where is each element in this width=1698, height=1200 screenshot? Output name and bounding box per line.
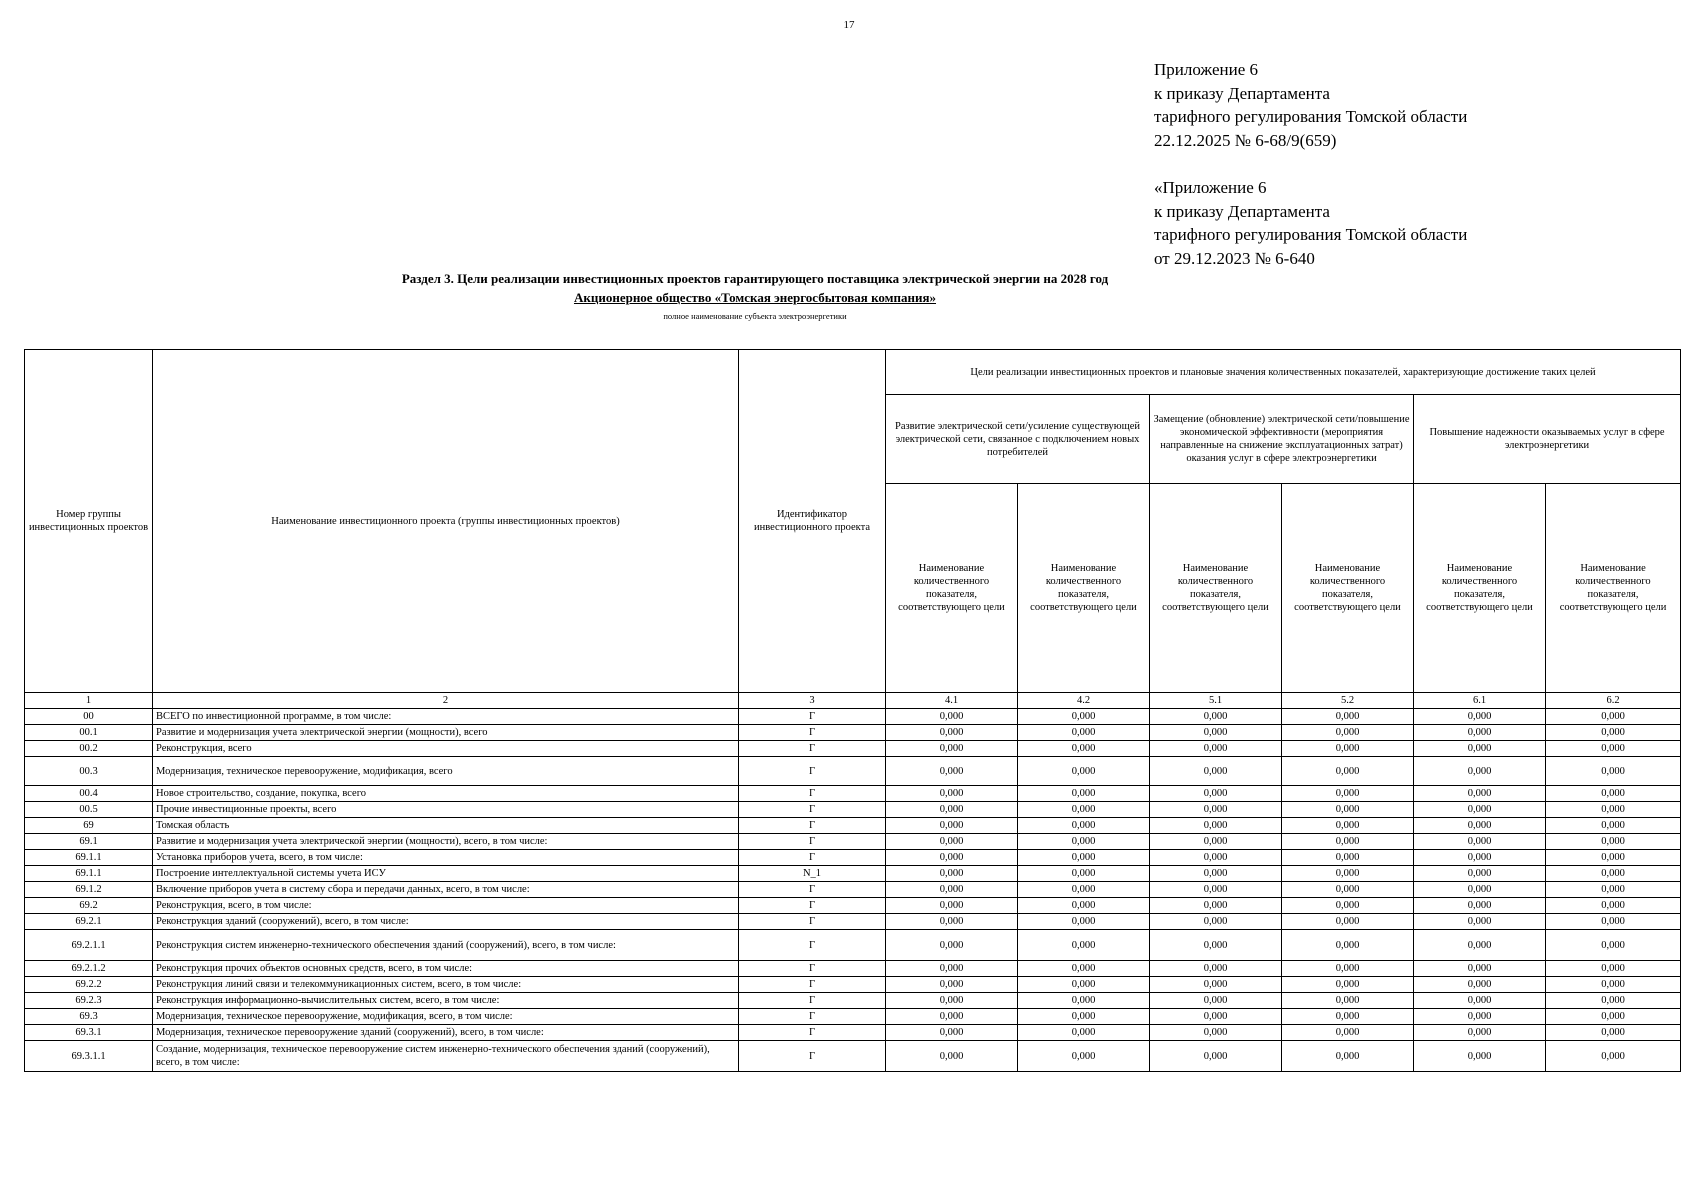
table-row	[25, 866, 1681, 882]
column-number: 6.2	[1546, 693, 1681, 709]
row-indicator-value: 0,000	[1282, 802, 1414, 818]
row-indicator-value: 0,000	[1546, 898, 1681, 914]
row-indicator-value: 0,000	[1546, 1025, 1681, 1041]
row-indicator-value: 0,000	[1414, 882, 1546, 898]
row-project-name: Включение приборов учета в систему сбора и передачи данных, всего, в том числе:	[153, 882, 739, 898]
row-project-name: Реконструкция систем инженерно-технического обеспечения зданий (сооружений), всего, в том числе:	[153, 930, 739, 961]
table-row	[25, 1009, 1681, 1025]
row-identifier: Г	[739, 993, 886, 1009]
row-project-name: Реконструкция информационно-вычислительных систем, всего, в том числе:	[153, 993, 739, 1009]
header-goal-group: Повышение надежности оказываемых услуг в сфере электроэнергетики	[1414, 395, 1681, 484]
row-indicator-value: 0,000	[1150, 834, 1282, 850]
row-project-name: Реконструкция зданий (сооружений), всего, в том числе:	[153, 914, 739, 930]
header-indicator: Наименование количественного показателя, соответствующего цели	[1018, 484, 1150, 693]
row-indicator-value: 0,000	[1150, 977, 1282, 993]
row-group-number: 69.2.1	[25, 914, 153, 930]
table-row	[25, 818, 1681, 834]
row-identifier: Г	[739, 709, 886, 725]
row-indicator-value: 0,000	[1282, 834, 1414, 850]
row-identifier: Г	[739, 898, 886, 914]
row-indicator-value: 0,000	[1018, 993, 1150, 1009]
table-row	[25, 1025, 1681, 1041]
header-identifier: Идентификатор инвестиционного проекта	[739, 350, 886, 693]
table-row	[25, 882, 1681, 898]
row-indicator-value: 0,000	[1018, 709, 1150, 725]
table-row	[25, 834, 1681, 850]
row-group-number: 69.3.1	[25, 1025, 153, 1041]
row-identifier: Г	[739, 757, 886, 786]
row-project-name: Реконструкция, всего	[153, 741, 739, 757]
row-indicator-value: 0,000	[1018, 818, 1150, 834]
row-project-name: Модернизация, техническое перевооружение, модификация, всего, в том числе:	[153, 1009, 739, 1025]
row-indicator-value: 0,000	[1282, 882, 1414, 898]
table-row	[25, 709, 1681, 725]
row-indicator-value: 0,000	[1414, 914, 1546, 930]
row-indicator-value: 0,000	[1282, 741, 1414, 757]
row-project-name: Реконструкция прочих объектов основных средств, всего, в том числе:	[153, 961, 739, 977]
row-project-name: Установка приборов учета, всего, в том числе:	[153, 850, 739, 866]
row-indicator-value: 0,000	[1546, 961, 1681, 977]
table-row	[25, 725, 1681, 741]
row-indicator-value: 0,000	[886, 818, 1018, 834]
row-indicator-value: 0,000	[1150, 1025, 1282, 1041]
column-numbers-row	[25, 693, 1681, 709]
row-project-name: Создание, модернизация, техническое перевооружение систем инженерно-технического обеспечения зданий (сооружений), всего, в том числе:	[153, 1041, 739, 1072]
row-group-number: 69.2.1.1	[25, 930, 153, 961]
row-project-name: Модернизация, техническое перевооружение, модификация, всего	[153, 757, 739, 786]
row-indicator-value: 0,000	[1018, 882, 1150, 898]
row-indicator-value: 0,000	[1150, 786, 1282, 802]
appendix-line: тарифного регулирования Томской области	[1154, 225, 1468, 244]
row-group-number: 69.2.2	[25, 977, 153, 993]
row-indicator-value: 0,000	[886, 757, 1018, 786]
row-identifier: Г	[739, 834, 886, 850]
row-indicator-value: 0,000	[1414, 818, 1546, 834]
row-indicator-value: 0,000	[1282, 993, 1414, 1009]
row-indicator-value: 0,000	[1018, 1025, 1150, 1041]
row-project-name: Реконструкция, всего, в том числе:	[153, 898, 739, 914]
row-indicator-value: 0,000	[886, 709, 1018, 725]
row-indicator-value: 0,000	[886, 802, 1018, 818]
row-indicator-value: 0,000	[1282, 930, 1414, 961]
row-identifier: Г	[739, 1009, 886, 1025]
row-group-number: 00.2	[25, 741, 153, 757]
row-indicator-value: 0,000	[886, 961, 1018, 977]
row-indicator-value: 0,000	[1414, 709, 1546, 725]
row-indicator-value: 0,000	[1018, 977, 1150, 993]
row-indicator-value: 0,000	[886, 1025, 1018, 1041]
table-row	[25, 802, 1681, 818]
row-project-name: Развитие и модернизация учета электрической энергии (мощности), всего, в том числе:	[153, 834, 739, 850]
row-identifier: N_1	[739, 866, 886, 882]
row-indicator-value: 0,000	[1150, 930, 1282, 961]
table-row	[25, 914, 1681, 930]
row-indicator-value: 0,000	[1546, 1041, 1681, 1072]
row-indicator-value: 0,000	[1018, 834, 1150, 850]
row-indicator-value: 0,000	[1546, 850, 1681, 866]
header-goal-group: Развитие электрической сети/усиление существующей электрической сети, связанное с подключением новых потребителей	[886, 395, 1150, 484]
row-indicator-value: 0,000	[1282, 898, 1414, 914]
row-group-number: 69.1.2	[25, 882, 153, 898]
row-indicator-value: 0,000	[1414, 834, 1546, 850]
row-group-number: 69.2.1.2	[25, 961, 153, 977]
row-indicator-value: 0,000	[1018, 961, 1150, 977]
row-indicator-value: 0,000	[1150, 961, 1282, 977]
row-indicator-value: 0,000	[1546, 1009, 1681, 1025]
row-indicator-value: 0,000	[1018, 757, 1150, 786]
row-identifier: Г	[739, 802, 886, 818]
row-project-name: Развитие и модернизация учета электрической энергии (мощности), всего	[153, 725, 739, 741]
appendix-line: от 29.12.2023 № 6-640	[1154, 248, 1315, 268]
row-indicator-value: 0,000	[886, 741, 1018, 757]
row-group-number: 69.1.1	[25, 850, 153, 866]
row-indicator-value: 0,000	[1414, 786, 1546, 802]
row-indicator-value: 0,000	[1150, 882, 1282, 898]
header-group-number: Номер группы инвестиционных проектов	[25, 350, 153, 693]
row-indicator-value: 0,000	[1282, 977, 1414, 993]
row-indicator-value: 0,000	[886, 977, 1018, 993]
row-indicator-value: 0,000	[1414, 977, 1546, 993]
row-indicator-value: 0,000	[1018, 866, 1150, 882]
row-indicator-value: 0,000	[1150, 1041, 1282, 1072]
row-indicator-value: 0,000	[1150, 993, 1282, 1009]
row-indicator-value: 0,000	[886, 1009, 1018, 1025]
row-indicator-value: 0,000	[1414, 1009, 1546, 1025]
header-goal-group: Замещение (обновление) электрической сети/повышение экономической эффективности (мероприятия направленные на снижение эксплуатационных затрат) оказания услуг в сфере электроэнергетики	[1150, 395, 1414, 484]
row-indicator-value: 0,000	[1018, 802, 1150, 818]
column-number: 6.1	[1414, 693, 1546, 709]
row-identifier: Г	[739, 741, 886, 757]
row-indicator-value: 0,000	[1414, 930, 1546, 961]
column-number: 1	[25, 693, 153, 709]
table-row	[25, 1041, 1681, 1072]
row-indicator-value: 0,000	[1150, 1009, 1282, 1025]
appendix-line: Приложение 6	[1154, 60, 1258, 79]
table-row	[25, 741, 1681, 757]
row-indicator-value: 0,000	[1018, 914, 1150, 930]
row-indicator-value: 0,000	[1018, 1009, 1150, 1025]
row-indicator-value: 0,000	[1282, 1041, 1414, 1072]
appendix-current	[1154, 58, 1467, 152]
row-group-number: 00.3	[25, 757, 153, 786]
row-indicator-value: 0,000	[1018, 741, 1150, 757]
row-indicator-value: 0,000	[1150, 709, 1282, 725]
row-identifier: Г	[739, 882, 886, 898]
row-indicator-value: 0,000	[1150, 850, 1282, 866]
table-row	[25, 961, 1681, 977]
row-project-name: Реконструкция линий связи и телекоммуникационных систем, всего, в том числе:	[153, 977, 739, 993]
row-group-number: 69.3	[25, 1009, 153, 1025]
row-identifier: Г	[739, 961, 886, 977]
row-indicator-value: 0,000	[886, 725, 1018, 741]
row-indicator-value: 0,000	[1018, 850, 1150, 866]
column-number: 5.1	[1150, 693, 1282, 709]
table-row	[25, 850, 1681, 866]
row-indicator-value: 0,000	[1546, 802, 1681, 818]
row-project-name: ВСЕГО по инвестиционной программе, в том числе:	[153, 709, 739, 725]
row-group-number: 69.1	[25, 834, 153, 850]
row-indicator-value: 0,000	[1414, 993, 1546, 1009]
row-group-number: 00	[25, 709, 153, 725]
appendix-line: «Приложение 6	[1154, 178, 1267, 197]
row-indicator-value: 0,000	[1282, 1009, 1414, 1025]
row-indicator-value: 0,000	[1546, 786, 1681, 802]
row-indicator-value: 0,000	[1282, 961, 1414, 977]
row-project-name: Томская область	[153, 818, 739, 834]
row-indicator-value: 0,000	[1150, 914, 1282, 930]
row-indicator-value: 0,000	[1282, 709, 1414, 725]
row-group-number: 69.2	[25, 898, 153, 914]
row-indicator-value: 0,000	[886, 914, 1018, 930]
row-project-name: Прочие инвестиционные проекты, всего	[153, 802, 739, 818]
row-indicator-value: 0,000	[886, 834, 1018, 850]
row-group-number: 69	[25, 818, 153, 834]
row-group-number: 00.5	[25, 802, 153, 818]
table-row	[25, 930, 1681, 961]
row-indicator-value: 0,000	[886, 898, 1018, 914]
row-indicator-value: 0,000	[1546, 930, 1681, 961]
appendix-line: 22.12.2025 № 6-68/9(659)	[1154, 130, 1337, 150]
row-indicator-value: 0,000	[1546, 977, 1681, 993]
row-indicator-value: 0,000	[1546, 725, 1681, 741]
row-indicator-value: 0,000	[886, 930, 1018, 961]
row-identifier: Г	[739, 930, 886, 961]
row-indicator-value: 0,000	[1018, 1041, 1150, 1072]
row-group-number: 69.1.1	[25, 866, 153, 882]
row-indicator-value: 0,000	[1150, 802, 1282, 818]
row-indicator-value: 0,000	[1150, 898, 1282, 914]
row-group-number: 00.1	[25, 725, 153, 741]
row-indicator-value: 0,000	[1150, 818, 1282, 834]
row-identifier: Г	[739, 725, 886, 741]
page-number: 17	[843, 19, 855, 31]
row-indicator-value: 0,000	[1414, 866, 1546, 882]
row-indicator-value: 0,000	[1414, 802, 1546, 818]
section-title: Раздел 3. Цели реализации инвестиционных проектов гарантирующего поставщика электрической энергии на 2028 год	[401, 271, 1109, 286]
header-goals-title: Цели реализации инвестиционных проектов и плановые значения количественных показателей, характеризующие достижение таких целей	[886, 350, 1681, 395]
header-indicator: Наименование количественного показателя, соответствующего цели	[1414, 484, 1546, 693]
row-indicator-value: 0,000	[886, 786, 1018, 802]
row-indicator-value: 0,000	[1282, 1025, 1414, 1041]
header-indicator: Наименование количественного показателя, соответствующего цели	[1546, 484, 1681, 693]
row-indicator-value: 0,000	[1018, 898, 1150, 914]
row-indicator-value: 0,000	[1414, 741, 1546, 757]
row-indicator-value: 0,000	[1414, 1041, 1546, 1072]
header-indicator: Наименование количественного показателя, соответствующего цели	[886, 484, 1018, 693]
table-row	[25, 993, 1681, 1009]
header-indicator: Наименование количественного показателя, соответствующего цели	[1150, 484, 1282, 693]
row-indicator-value: 0,000	[1018, 725, 1150, 741]
row-indicator-value: 0,000	[1150, 725, 1282, 741]
organization-note: полное наименование субъекта электроэнергетики	[663, 311, 847, 321]
row-indicator-value: 0,000	[886, 850, 1018, 866]
column-number: 2	[153, 693, 739, 709]
row-indicator-value: 0,000	[1546, 993, 1681, 1009]
row-indicator-value: 0,000	[1414, 725, 1546, 741]
row-indicator-value: 0,000	[886, 993, 1018, 1009]
row-indicator-value: 0,000	[1282, 818, 1414, 834]
row-indicator-value: 0,000	[1414, 1025, 1546, 1041]
appendix-line: тарифного регулирования Томской области	[1154, 107, 1468, 126]
column-number: 4.1	[886, 693, 1018, 709]
row-indicator-value: 0,000	[1414, 757, 1546, 786]
row-identifier: Г	[739, 850, 886, 866]
row-group-number: 69.2.3	[25, 993, 153, 1009]
row-indicator-value: 0,000	[1546, 882, 1681, 898]
table-row	[25, 898, 1681, 914]
row-identifier: Г	[739, 914, 886, 930]
row-indicator-value: 0,000	[1150, 741, 1282, 757]
row-indicator-value: 0,000	[1546, 866, 1681, 882]
row-indicator-value: 0,000	[1414, 850, 1546, 866]
row-indicator-value: 0,000	[1150, 757, 1282, 786]
appendix-line: к приказу Департамента	[1154, 83, 1330, 103]
investment-goals-table	[24, 349, 1681, 1072]
row-identifier: Г	[739, 1041, 886, 1072]
row-group-number: 00.4	[25, 786, 153, 802]
row-identifier: Г	[739, 977, 886, 993]
row-indicator-value: 0,000	[1546, 709, 1681, 725]
row-indicator-value: 0,000	[1546, 914, 1681, 930]
appendix-previous	[1154, 176, 1467, 270]
row-indicator-value: 0,000	[1282, 850, 1414, 866]
row-indicator-value: 0,000	[1546, 818, 1681, 834]
row-indicator-value: 0,000	[1282, 757, 1414, 786]
row-indicator-value: 0,000	[1018, 786, 1150, 802]
row-project-name: Модернизация, техническое перевооружение зданий (сооружений), всего, в том числе:	[153, 1025, 739, 1041]
row-indicator-value: 0,000	[886, 882, 1018, 898]
appendix-line: к приказу Департамента	[1154, 201, 1330, 221]
organization-name: Акционерное общество «Томская энергосбытовая компания»	[573, 290, 937, 305]
row-indicator-value: 0,000	[1282, 786, 1414, 802]
row-identifier: Г	[739, 1025, 886, 1041]
row-indicator-value: 0,000	[1546, 757, 1681, 786]
row-indicator-value: 0,000	[1150, 866, 1282, 882]
row-indicator-value: 0,000	[1282, 725, 1414, 741]
column-number: 3	[739, 693, 886, 709]
row-indicator-value: 0,000	[1546, 741, 1681, 757]
table-row	[25, 757, 1681, 786]
row-identifier: Г	[739, 818, 886, 834]
row-indicator-value: 0,000	[1282, 866, 1414, 882]
table-row	[25, 977, 1681, 993]
row-indicator-value: 0,000	[1282, 914, 1414, 930]
header-indicator: Наименование количественного показателя, соответствующего цели	[1282, 484, 1414, 693]
row-indicator-value: 0,000	[1414, 961, 1546, 977]
row-indicator-value: 0,000	[1546, 834, 1681, 850]
table-row	[25, 786, 1681, 802]
column-number: 4.2	[1018, 693, 1150, 709]
header-project-name: Наименование инвестиционного проекта (группы инвестиционных проектов)	[153, 350, 739, 693]
row-project-name: Построение интеллектуальной системы учета ИСУ	[153, 866, 739, 882]
row-indicator-value: 0,000	[1018, 930, 1150, 961]
row-indicator-value: 0,000	[886, 1041, 1018, 1072]
row-identifier: Г	[739, 786, 886, 802]
row-indicator-value: 0,000	[1414, 898, 1546, 914]
column-number: 5.2	[1282, 693, 1414, 709]
row-group-number: 69.3.1.1	[25, 1041, 153, 1072]
row-indicator-value: 0,000	[886, 866, 1018, 882]
row-project-name: Новое строительство, создание, покупка, всего	[153, 786, 739, 802]
